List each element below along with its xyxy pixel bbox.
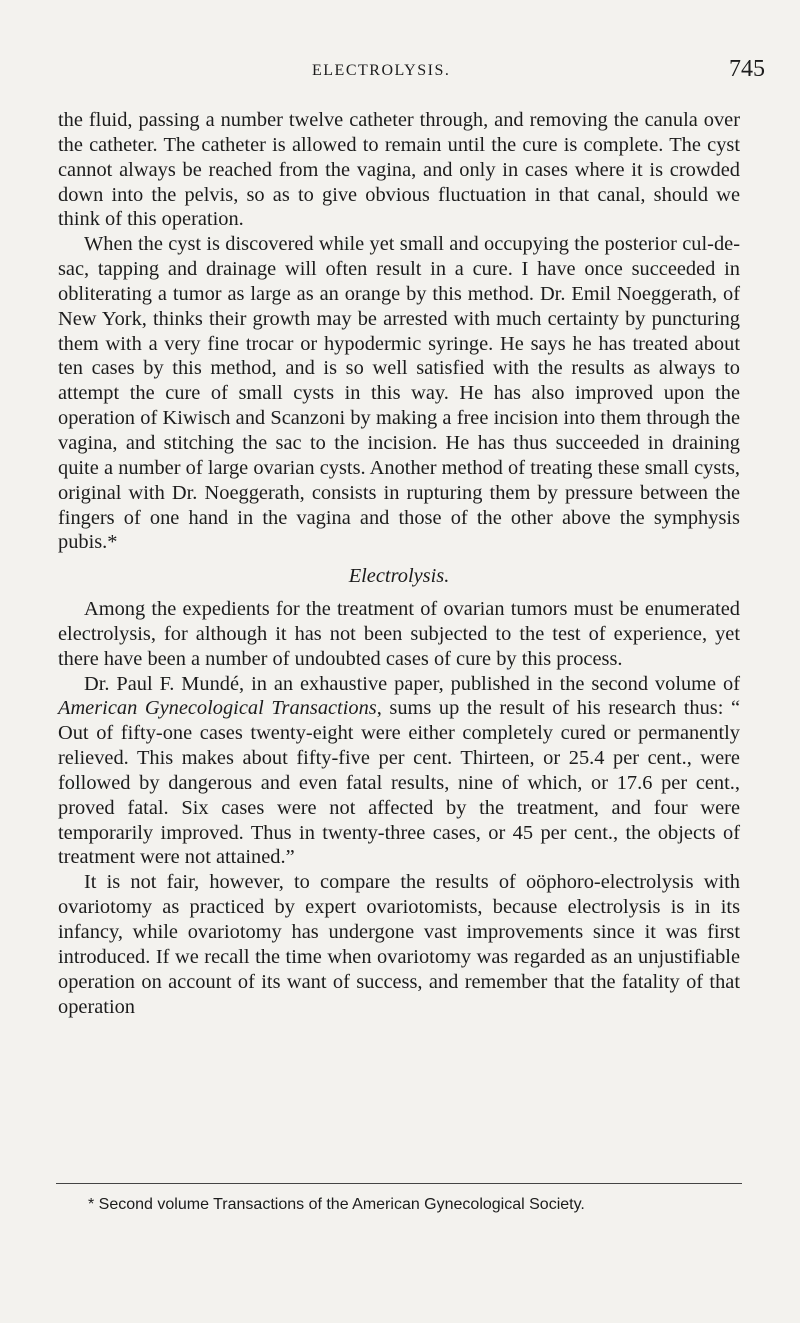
footnote-rule	[56, 1183, 742, 1184]
paragraph-cyst-treatment: When the cyst is discovered while yet small and occupying the posterior cul-de-sac, tapping and drainage will often result in a cure. I have once succeeded in obliterating a tumor as large as an orange by this method. Dr. Emil Noeggerath, of New York, thinks their growth may be arrested with much certainty by puncturing them with a very fine trocar or hypodermic syringe. He says he has treated about ten cases by this method, and is so well satisfied with the results as always to attempt the cure of small cysts in this way. He has also improved upon the operation of Kiwisch and Scanzoni by making a free incision into them through the vagina, and stitching the sac to the incision. He has thus succeeded in draining quite a number of large ovarian cysts. Another method of treating these small cysts, original with Dr. Noeggerath, consists in rupturing them by pressure between the fingers of one hand in the vagina and those of the other above the symphysis pubis.*	[58, 233, 740, 554]
running-title: ELECTROLYSIS.	[312, 62, 451, 79]
footnote: * Second volume Transactions of the American Gynecological Society.	[88, 1196, 585, 1213]
journal-title: American Gynecological Transactions	[58, 697, 377, 720]
page-header	[0, 56, 800, 96]
page-number: 745	[729, 56, 765, 82]
paragraph-expedients: Among the expedients for the treatment of ovarian tumors must be enumerated electrolysis, for although it has not been subjected to the test of experience, yet there have been a number of undoubted cases of cure by this process.	[58, 598, 740, 670]
munde-text-after: , sums up the result of his research thus: “ Out of fifty-one cases twenty-eight were either completely cured or permanently relieved. This makes about fifty-five per cent. Thirteen, or 25.4 per cent., were followed by dangerous and even fatal results, nine of which, or 17.6 per cent., proved fatal. Six cases were not affected by the treatment, and four were temporarily improved. Thus in twenty-three cases, or 45 per cent., the objects of treatment were not attained.”	[58, 697, 740, 869]
paragraph-continued: the fluid, passing a number twelve catheter through, and removing the canula over the catheter. The catheter is allowed to remain until the cure is complete. The cyst cannot always be reached from the vagina, and only in cases where it is crowded down into the pelvis, so as to give obvious fluctuation in that canal, should we think of this operation.	[58, 109, 740, 231]
section-heading: Electrolysis.	[348, 565, 450, 588]
page-body	[58, 108, 740, 1019]
paragraph-munde	[58, 672, 740, 871]
munde-text-before: Dr. Paul F. Mundé, in an exhaustive paper, published in the second volume of	[84, 672, 740, 695]
paragraph-comparison: It is not fair, however, to compare the results of oöphoro-electrolysis with ovariotomy as practiced by expert ovariotomists, because electrolysis is in its infancy, while ovariotomy has undergone vast improvements since it was first introduced. If we recall the time when ovariotomy was regarded as an unjustifiable operation on account of its want of success, and remember that the fatality of that operation	[58, 871, 740, 1018]
